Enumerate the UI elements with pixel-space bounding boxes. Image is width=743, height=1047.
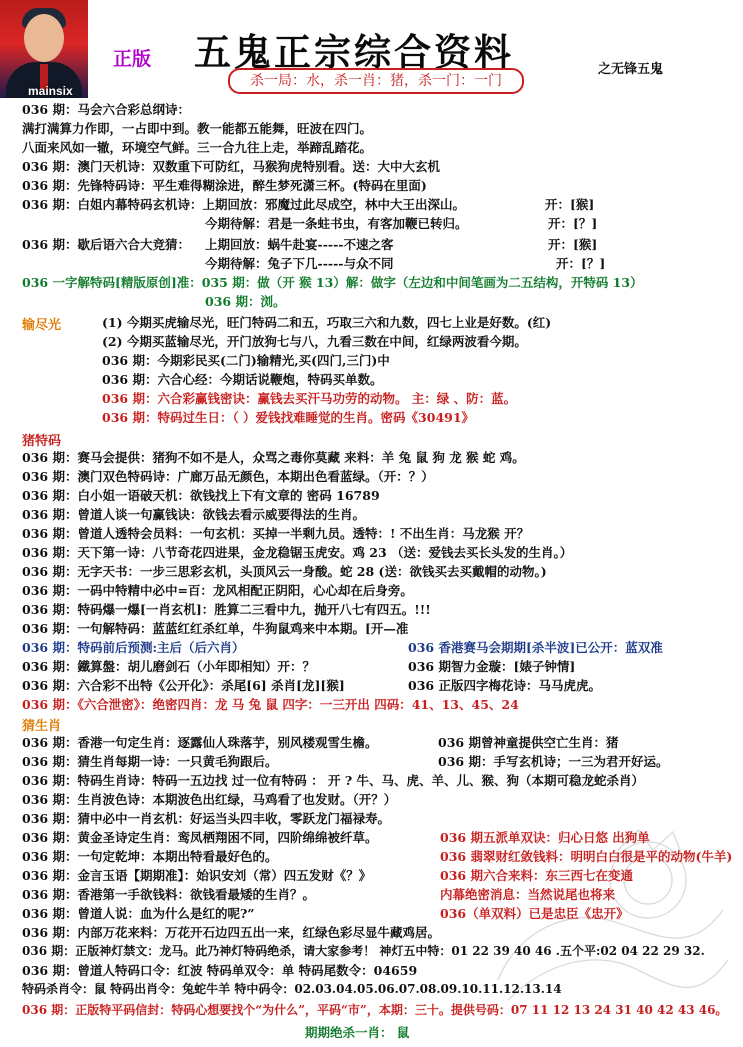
zodiac-pair-1-left: 036 期：香港一句定生肖：逐露仙人珠落芋，别风楼观雪生檐。 xyxy=(22,735,378,750)
zodiac-pair-2-left: 036 期：猜生肖每期一诗：一只黄毛狗跟后。 xyxy=(22,754,278,769)
line-2: 满打满算力作即，一占即中到。教一能都五能舞，旺波在四门。 xyxy=(22,121,373,136)
pig-pair-2-right: 036 期智力金璇：[婊子钟情] xyxy=(408,659,576,674)
pig-item-10: 036 期：一句解特码：蓝蓝红红杀红单，牛狗鼠鸡来中本期。[开—准 xyxy=(22,621,409,636)
lose-item-2: (2) 今期买蓝输尽光，开门放狗七与八，九看三数在中间，红绿两波看今期。 xyxy=(102,334,527,349)
line-8-result: 开：[猴] xyxy=(548,237,598,252)
final-red-line: 036 期：正版特平码信封：特码心想要找个“为什么”，平码“市”，本期：三十。提供号码：07 11 12 13 24 31 40 42 43 46。 xyxy=(22,1003,728,1017)
pig-pair-2-left: 036 期：鐵算盤：胡儿磨剑石（小年即相知）开：？ xyxy=(22,659,315,674)
kill-banner: 杀一局：水，杀一肖：猪，杀一门：一门 xyxy=(228,68,524,94)
zodiac-mixed-2-left: 036 期：一句定乾坤：本期出特看最好色的。 xyxy=(22,849,278,864)
zodiac-mixed-3-left: 036 期：金言玉语【期期准】：始识安刘（常）四五发财《？》 xyxy=(22,868,372,883)
pig-item-8: 036 期：一码中特精中必中=百：龙风相配正阴阳，心心却在后身旁。 xyxy=(22,583,413,598)
zodiac-item-1: 036 期：特码生肖诗：特码一五边找 过一位有特码 ： 开 ? 牛、马、虎、羊、儿、猴、狗（本期可稳龙蛇杀肖） xyxy=(22,773,645,788)
line-3: 八面来风如一辙，环境空气鲜。三一合九往上走，举蹄乱踏花。 xyxy=(22,140,373,155)
zodiac-mixed-1-left: 036 期：黄金圣诗定生肖：鸾凤栖翔困不同，四阶绵绵被纤草。 xyxy=(22,830,378,845)
pig-pair-3-left: 036 期：六合彩不出特《公开化》：杀尾[6] 杀肖[龙][猴] xyxy=(22,678,345,693)
line-4: 036 期：澳门天机诗：双数重下可防红，马猴狗虎特别看。送：大中大玄机 xyxy=(22,159,440,174)
section-pig-label: 猪特码 xyxy=(22,434,62,449)
zodiac-mixed-2-right: 036 翡翠财红敛钱料：明明白白很是平的动物(牛羊) xyxy=(440,849,733,864)
section-zodiac-label: 猜生肖 xyxy=(22,719,62,734)
pig-item-5: 036 期：曾道人透特会员料：一句玄机：买掉一半剩九员。透特：! 不出生肖：马龙猴 开？ xyxy=(22,526,530,541)
six-secret-line: 036 期：《六合泄密》：绝密四肖：龙 马 兔 鼠 四字：一三开出 四码：41、13、45、24 xyxy=(22,697,519,712)
face-shape xyxy=(24,14,64,62)
lose-item-1: (1) 今期买虎输尽光，旺门特码二和五，巧取三六和九数，四七上业是好数。(红) xyxy=(102,315,552,330)
line-7-result: 开：[？] xyxy=(548,216,598,231)
pig-item-1: 036 期：赛马会提供：猪狗不如不是人，众骂之毒你莫藏 来料：羊 兔 鼠 狗 龙 猴 蛇 鸡。 xyxy=(22,450,525,465)
zodiac-mixed-5-left: 036 期：曾道人说：血为什么是红的呢?” xyxy=(22,906,255,921)
green-line-2: 036 期：浏。 xyxy=(205,294,286,309)
logo-text: mainsix xyxy=(28,84,73,98)
zodiac-mixed-3-right: 036 期六合来料：东三西七在变通 xyxy=(440,868,633,883)
author-label: 之无锋五鬼 xyxy=(598,62,664,77)
lose-item-4: 036 期：六合心经：今期话说鞭炮，特码买单数。 xyxy=(102,372,383,387)
line-5: 036 期：先锋特码诗：平生难得糊涂进，醉生梦死潇三杯。(特码在里面) xyxy=(22,178,427,193)
zodiac-mixed-4-right: 内幕绝密消息：当然说尾也将来 xyxy=(440,887,616,902)
line-7: 今期待解：君是一条蛀书虫，有客加鞭已转归。 xyxy=(205,216,468,231)
lose-item-5: 036 期：六合彩赢钱密诀：赢钱去买汗马功劳的动物。 主：绿 、防：蓝。 xyxy=(102,391,517,406)
line-6: 036 期：白姐内幕特码玄机诗：上期回放：邪魔过此尽成空，林中大王出深山。 xyxy=(22,197,465,212)
final-green-line: 期期绝杀一肖： 鼠 xyxy=(305,1025,410,1040)
page-title: 五鬼正宗综合资料 xyxy=(194,30,514,74)
tail-line-1: 036 期：内部万花来料：万花开石边四五出一来，红绿色彩尽显牛藏鸡居。 xyxy=(22,925,440,940)
zodiac-mixed-4-left: 036 期：香港第一手欲钱料：欲钱看最矮的生肖？。 xyxy=(22,887,315,902)
pig-item-3: 036 期：白小姐一语破天机：欲钱找上下有文章的 密码 16789 xyxy=(22,488,380,503)
lose-item-3: 036 期：今期彩民买(二门)输精光,买(四门,三门)中 xyxy=(102,353,390,368)
pig-pair-1-right: 036 香港赛马会期期[杀半波]已公开：蓝双准 xyxy=(408,640,663,655)
zodiac-mixed-5-right: 036（单双料）已是忠臣《忠开》 xyxy=(440,906,629,921)
edition-badge: 正版 xyxy=(113,48,152,70)
section-lose-label: 输尽光 xyxy=(22,318,62,333)
line-6-result: 开：[猴] xyxy=(545,197,595,212)
pig-pair-1-left: 036 期：特码前后预测:主后（后六肖） xyxy=(22,640,245,655)
green-line: 036 一字解特码[精版原创]准：035 期：做（开 猴 13）解：做字（左边和中间笔画为二五结构，开特码 13） xyxy=(22,275,643,290)
zodiac-item-2: 036 期：生肖波色诗：本期波色出红绿，马鸡看了也发财。（开？） xyxy=(22,792,397,807)
pig-item-9: 036 期：特码爆一爆[一肖玄机]：胜算二三看中九，抛开八七有四五。!!! xyxy=(22,602,431,617)
zodiac-item-3: 036 期：猜中必中一肖玄机：好运当头四丰收，零跃龙门福禄寿。 xyxy=(22,811,390,826)
lose-item-6: 036 期：特码过生日：（ ）爱钱找难睡觉的生肖。密码《30491》 xyxy=(102,410,475,425)
zodiac-pair-1-right: 036 期曾神童提供空亡生肖：猪 xyxy=(438,735,619,750)
line-9-result: 开：[？] xyxy=(556,256,606,271)
line-8: 036 期：歇后语六合大竞猜： xyxy=(22,237,190,252)
line-9: 今期待解：兔子下几-----与众不同 xyxy=(205,256,394,271)
pig-pair-3-right: 036 正版四字梅花诗：马马虎虎。 xyxy=(408,678,601,693)
pig-item-4: 036 期：曾道人谈一句赢钱诀：欲钱去看示威要得法的生肖。 xyxy=(22,507,365,522)
pig-item-7: 036 期：无字天书：一步三思彩玄机，头顶风云一身酸。蛇 28 (送：欲钱买去买戴帽的动物。) xyxy=(22,564,547,579)
line-8b: 上期回放：蜗牛赴宴-----不速之客 xyxy=(205,237,394,252)
tail-line-3: 036 期：曾道人特码口令：红波 特码单双令：单 特码尾数令：04659 xyxy=(22,963,418,978)
pig-item-6: 036 期：天下第一诗：八节奇花四进果，金龙稳锯玉虎安。鸡 23 （送：爱钱去买长头发的生肖。） xyxy=(22,545,573,560)
zodiac-mixed-1-right: 036 期五派单双诀：归心日悠 出狗单 xyxy=(440,830,650,845)
zodiac-pair-2-right: 036 期：手写玄机诗；一三为君开好运。 xyxy=(438,754,669,769)
line-1: 036 期：马会六合彩总纲诗： xyxy=(22,102,190,117)
tail-line-4: 特码杀肖令：鼠 特码出肖令：兔蛇牛羊 特中码令：02.03.04.05.06.07.08.09.10.11.12.13.14 xyxy=(22,982,562,996)
pig-item-2: 036 期：澳门双色特码诗：广廊万品无颜色，本期出色看蓝绿。（开：？） xyxy=(22,469,434,484)
avatar-photo xyxy=(0,0,88,98)
tail-line-2: 036 期：正版神灯禁文：龙马。此乃神灯特码绝杀，请大家参考！ 神灯五中特：01 22 39 40 46 .五个平:02 04 22 29 32. xyxy=(22,944,705,958)
